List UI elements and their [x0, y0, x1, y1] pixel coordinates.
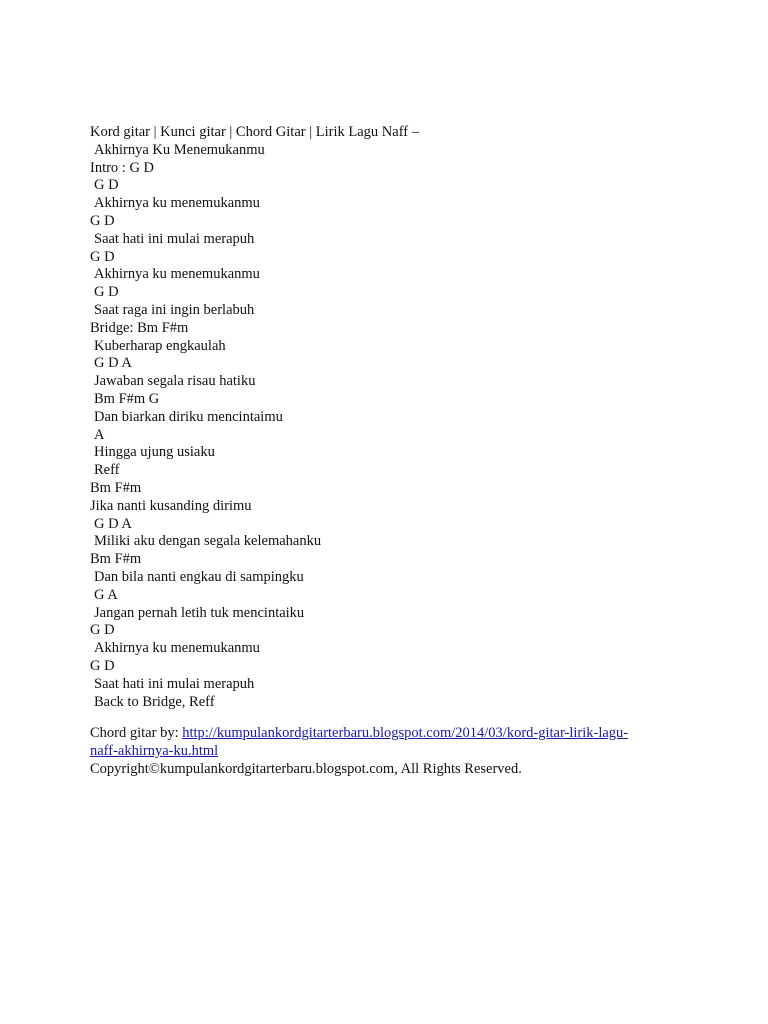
lyric-line: Miliki aku dengan segala kelemahanku — [94, 533, 322, 550]
lyric-line: Kuberharap engkaulah — [94, 337, 226, 354]
lyric-line: Jawaban segala risau hatiku — [94, 373, 256, 390]
lyric-line: Bridge: Bm F#m — [90, 319, 189, 336]
credit-footer — [90, 725, 710, 761]
lyric-line: G A — [94, 586, 118, 603]
copyright-notice: Copyright©kumpulankordgitarterbaru.blogspot.com, All Rights Reserved. — [90, 760, 522, 777]
lyric-line: Bm F#m G — [94, 390, 160, 407]
lyric-line: G D — [94, 177, 119, 194]
lyric-line: G D — [94, 284, 119, 301]
lyric-line: Bm F#m — [90, 479, 142, 496]
lyric-line: Jangan pernah letih tuk mencintaiku — [94, 604, 305, 621]
lyric-line: Akhirnya ku menemukanmu — [94, 195, 260, 212]
lyric-line: Bm F#m — [90, 551, 142, 568]
lyric-line: Saat hati ini mulai merapuh — [94, 675, 255, 692]
source-link-line1: http://kumpulankordgitarterbaru.blogspot.com/2014/03/kord-gitar-lirik-lagu- — [182, 725, 629, 742]
lyric-line: G D — [90, 622, 115, 639]
lyric-line: G D A — [94, 515, 132, 532]
lyric-line: Akhirnya ku menemukanmu — [94, 266, 260, 283]
credit-prefix: Chord gitar by: — [90, 725, 183, 742]
lyrics-block — [90, 124, 710, 711]
lyric-line: Saat raga ini ingin berlabuh — [94, 301, 255, 318]
lyric-line: G D — [90, 657, 115, 674]
lyric-line: G D A — [94, 355, 132, 372]
lyric-line: Back to Bridge, Reff — [94, 693, 215, 710]
lyric-line: Dan bila nanti engkau di sampingku — [94, 568, 304, 585]
lyric-line: Hingga ujung usiaku — [94, 444, 215, 461]
lyric-line: G D — [90, 248, 115, 265]
lyric-line: Akhirnya Ku Menemukanmu — [94, 141, 265, 158]
lyric-line: Kord gitar | Kunci gitar | Chord Gitar | Lirik Lagu Naff – — [90, 124, 419, 140]
lyric-line: Dan biarkan diriku mencintaimu — [94, 408, 283, 425]
lyric-line: Saat hati ini mulai merapuh — [94, 230, 255, 247]
lyric-line: G D — [90, 212, 115, 229]
lyric-line: Jika nanti kusanding dirimu — [90, 497, 252, 514]
lyric-line: Akhirnya ku menemukanmu — [94, 640, 260, 657]
lyric-line: Reff — [94, 462, 120, 479]
source-link-line2: naff-akhirnya-ku.html — [90, 743, 219, 760]
document-page — [90, 124, 710, 779]
lyric-line: A — [94, 426, 105, 443]
lyric-line: Intro : G D — [90, 159, 155, 176]
